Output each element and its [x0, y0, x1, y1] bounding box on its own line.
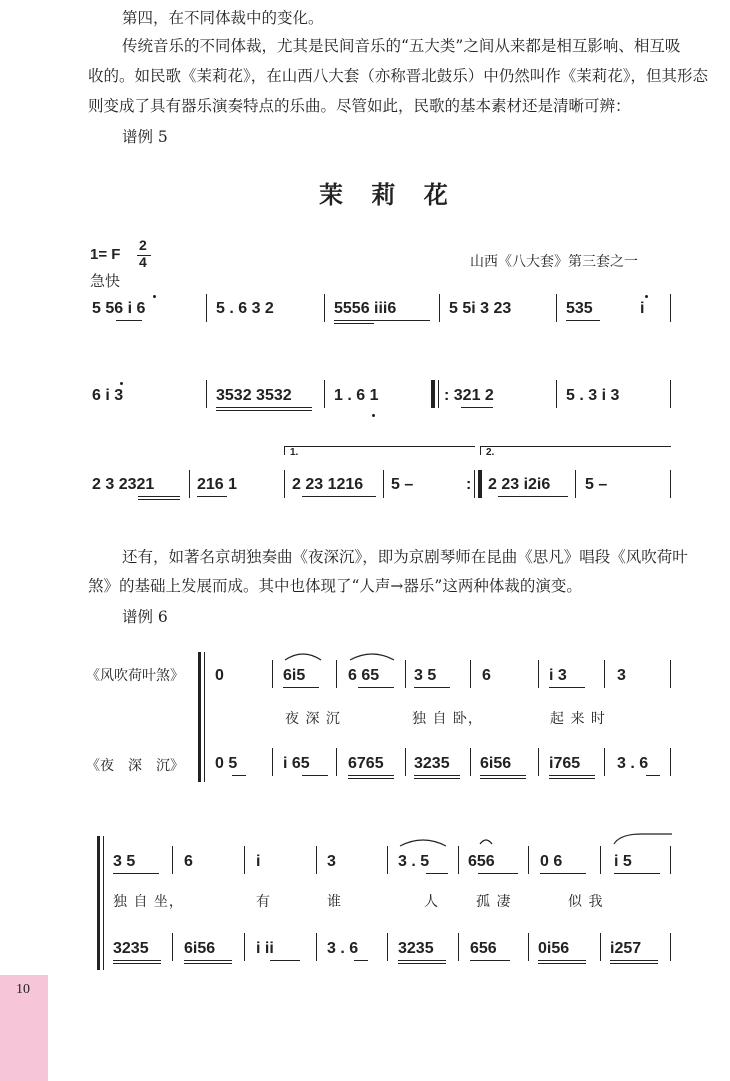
barline — [470, 748, 471, 776]
octave-dot — [153, 295, 156, 298]
beam-line — [232, 775, 246, 776]
example-label: 谱例 6 — [122, 608, 168, 626]
volta-bracket — [480, 446, 671, 455]
beam-line — [414, 687, 450, 688]
beam-line — [138, 496, 180, 497]
beam-line — [197, 496, 227, 497]
beam-line — [646, 775, 660, 776]
note: 3235 — [113, 940, 149, 957]
beam-line — [498, 496, 568, 497]
barline — [405, 748, 406, 776]
note: 3 — [617, 667, 626, 684]
lyric: 独 自 卧， — [412, 711, 483, 727]
beam-line — [138, 499, 180, 500]
barline — [528, 933, 529, 961]
barline — [383, 470, 384, 498]
measure: 5 56 i 6 — [92, 300, 146, 317]
paragraph-line: 则变成了具有器乐演奏特点的乐曲。尽管如此，民歌的基本素材还是清晰可辨： — [88, 97, 631, 115]
barline — [528, 846, 529, 874]
volta-label: 1. — [290, 447, 299, 458]
barline — [670, 846, 671, 874]
time-signature-top: 2 — [139, 237, 147, 253]
barline — [405, 660, 406, 688]
paragraph-line: 煞》的基础上发展而成。其中也体现了“人声→器乐”这两种体裁的演变。 — [88, 577, 582, 595]
note: i 5 — [614, 853, 632, 870]
beam-line — [461, 407, 493, 408]
tie-mark — [612, 832, 674, 846]
octave-dot — [645, 295, 648, 298]
barline — [538, 748, 539, 776]
beam-line — [398, 960, 446, 961]
barline — [172, 933, 173, 961]
barline — [604, 660, 605, 688]
barline — [670, 933, 671, 961]
lyric: 人 — [424, 894, 439, 910]
measure: 3532 3532 — [216, 387, 292, 404]
note: 656 — [468, 853, 495, 870]
beam-line — [614, 873, 660, 874]
note: 6 — [482, 667, 491, 684]
barline — [470, 660, 471, 688]
barline — [538, 660, 539, 688]
beam-line — [358, 687, 394, 688]
octave-dot — [372, 414, 375, 417]
volta-bracket — [284, 446, 475, 455]
barline — [387, 933, 388, 961]
note: 6i56 — [480, 755, 512, 772]
beam-line — [113, 963, 161, 964]
barline — [324, 294, 325, 322]
barline — [172, 846, 173, 874]
beam-line — [470, 960, 510, 961]
time-signature-bottom: 4 — [139, 254, 147, 270]
octave-dot — [120, 382, 123, 385]
beam-line — [538, 960, 586, 961]
barline — [244, 846, 245, 874]
beam-line — [398, 963, 446, 964]
barline — [316, 846, 317, 874]
score-title: 茉 莉 花 — [319, 180, 458, 209]
barline — [458, 933, 459, 961]
measure: 1 . 6 1 — [334, 387, 379, 404]
barline — [189, 470, 190, 498]
note: i 65 — [283, 755, 310, 772]
beam-line — [184, 963, 232, 964]
barline — [206, 380, 207, 408]
note: 3 . 5 — [398, 853, 430, 870]
note: i 3 — [549, 667, 567, 684]
note: 6 — [184, 853, 193, 870]
measure: i — [640, 300, 645, 317]
note: 6i56 — [184, 940, 216, 957]
beam-line — [283, 687, 319, 688]
measure: : 321 2 — [444, 387, 494, 404]
lyric: 谁 — [327, 894, 342, 910]
note: 3235 — [398, 940, 434, 957]
note: i765 — [549, 755, 581, 772]
beam-line — [480, 778, 526, 779]
barline — [438, 380, 439, 408]
barline — [439, 294, 440, 322]
beam-line — [184, 960, 232, 961]
barline — [670, 470, 671, 498]
barline — [556, 294, 557, 322]
beam-line — [549, 687, 585, 688]
note: 3 . 6 — [327, 940, 359, 957]
beam-line — [334, 323, 374, 324]
barline — [575, 470, 576, 498]
note: 0 6 — [540, 853, 563, 870]
note: 3 — [327, 853, 336, 870]
volta-label: 2. — [486, 447, 495, 458]
note: 6 65 — [348, 667, 380, 684]
note: 3235 — [414, 755, 450, 772]
beam-line — [414, 775, 460, 776]
barline — [600, 933, 601, 961]
barline — [272, 660, 273, 688]
measure: 535 — [566, 300, 593, 317]
system-bracket — [204, 652, 205, 782]
score-source: 山西《八大套》第三套之一 — [470, 254, 638, 270]
lyric: 独 自 坐， — [113, 894, 184, 910]
lyric: 似 我 — [568, 894, 604, 910]
beam-line — [538, 963, 586, 964]
barline — [604, 748, 605, 776]
beam-line — [302, 775, 328, 776]
tempo-marking: 急快 — [90, 273, 121, 290]
beam-line — [566, 320, 600, 321]
note: 0i56 — [538, 940, 570, 957]
lyric: 夜 深 沉 — [285, 711, 341, 727]
paragraph-line: 还有，如著名京胡独奏曲《夜深沉》，即为京剧琴师在昆曲《思凡》唱段《风吹荷叶 — [122, 548, 688, 566]
beam-line — [216, 407, 312, 408]
lyric: 有 — [256, 894, 271, 910]
paragraph-line: 收的。如民歌《茉莉花》，在山西八大套（亦称晋北鼓乐）中仍然叫作《茉莉花》，但其形态 — [88, 67, 709, 85]
system-bracket — [97, 836, 100, 970]
lyric: 孤 凄 — [476, 894, 512, 910]
note: 3 5 — [113, 853, 136, 870]
staff-label: 《夜 深 沉》 — [86, 758, 184, 774]
repeat-colon: : — [466, 476, 472, 493]
note: 0 5 — [215, 755, 238, 772]
barline — [336, 660, 337, 688]
note: i257 — [610, 940, 642, 957]
note: 3 . 6 — [617, 755, 649, 772]
measure: 6 i 3 — [92, 387, 124, 404]
example-label: 谱例 5 — [122, 128, 168, 146]
note: 6i5 — [283, 667, 306, 684]
beam-line — [354, 960, 368, 961]
measure: 5 . 3 i 3 — [566, 387, 620, 404]
slur-mark — [283, 648, 323, 662]
repeat-barline — [431, 380, 435, 408]
staff-label: 《风吹荷叶煞》 — [86, 668, 184, 684]
beam-line — [540, 873, 586, 874]
note: 3 5 — [414, 667, 437, 684]
barline — [324, 380, 325, 408]
beam-line — [480, 775, 526, 776]
slur-mark — [478, 834, 494, 846]
barline — [474, 470, 475, 498]
barline — [316, 933, 317, 961]
system-bracket — [103, 836, 104, 970]
measure: 5 5i 3 23 — [449, 300, 512, 317]
paragraph-heading: 第四，在不同体裁中的变化。 — [122, 9, 324, 27]
repeat-barline — [478, 470, 482, 498]
page-number: 10 — [16, 982, 30, 997]
beam-line — [549, 775, 595, 776]
beam-line — [610, 960, 658, 961]
measure: 5 – — [391, 476, 414, 493]
barline — [670, 380, 671, 408]
note: i ii — [256, 940, 274, 957]
beam-line — [426, 873, 448, 874]
beam-line — [116, 320, 142, 321]
barline — [556, 380, 557, 408]
measure: 2 23 i2i6 — [488, 476, 551, 493]
barline — [387, 846, 388, 874]
beam-line — [113, 873, 159, 874]
beam-line — [216, 410, 312, 411]
beam-line — [302, 496, 376, 497]
beam-line — [414, 778, 460, 779]
slur-mark — [398, 834, 448, 848]
measure: 2 23 1216 — [292, 476, 364, 493]
barline — [284, 470, 285, 498]
beam-line — [549, 778, 595, 779]
barline — [206, 294, 207, 322]
system-bracket — [198, 652, 201, 782]
beam-line — [334, 320, 430, 321]
barline — [336, 748, 337, 776]
barline — [600, 846, 601, 874]
barline — [458, 846, 459, 874]
barline — [272, 748, 273, 776]
beam-line — [348, 778, 394, 779]
note: 656 — [470, 940, 497, 957]
beam-line — [478, 873, 518, 874]
beam-line — [113, 960, 161, 961]
note: 0 — [215, 667, 224, 684]
measure: 5 – — [585, 476, 608, 493]
barline — [670, 660, 671, 688]
beam-line — [270, 960, 300, 961]
note: i — [256, 853, 261, 870]
beam-line — [348, 775, 394, 776]
slur-mark — [348, 648, 396, 662]
paragraph-line: 传统音乐的不同体裁，尤其是民间音乐的“五大类”之间从来都是相互影响、相互吸 — [122, 37, 681, 55]
measure: 5556 iii6 — [334, 300, 397, 317]
measure: 2 3 2321 — [92, 476, 155, 493]
barline — [244, 933, 245, 961]
beam-line — [610, 963, 658, 964]
measure: 216 1 — [197, 476, 238, 493]
key-signature: 1= F — [90, 246, 121, 263]
lyric: 起 来 时 — [550, 711, 606, 727]
barline — [670, 748, 671, 776]
barline — [670, 294, 671, 322]
measure: 5 . 6 3 2 — [216, 300, 274, 317]
note: 6765 — [348, 755, 384, 772]
